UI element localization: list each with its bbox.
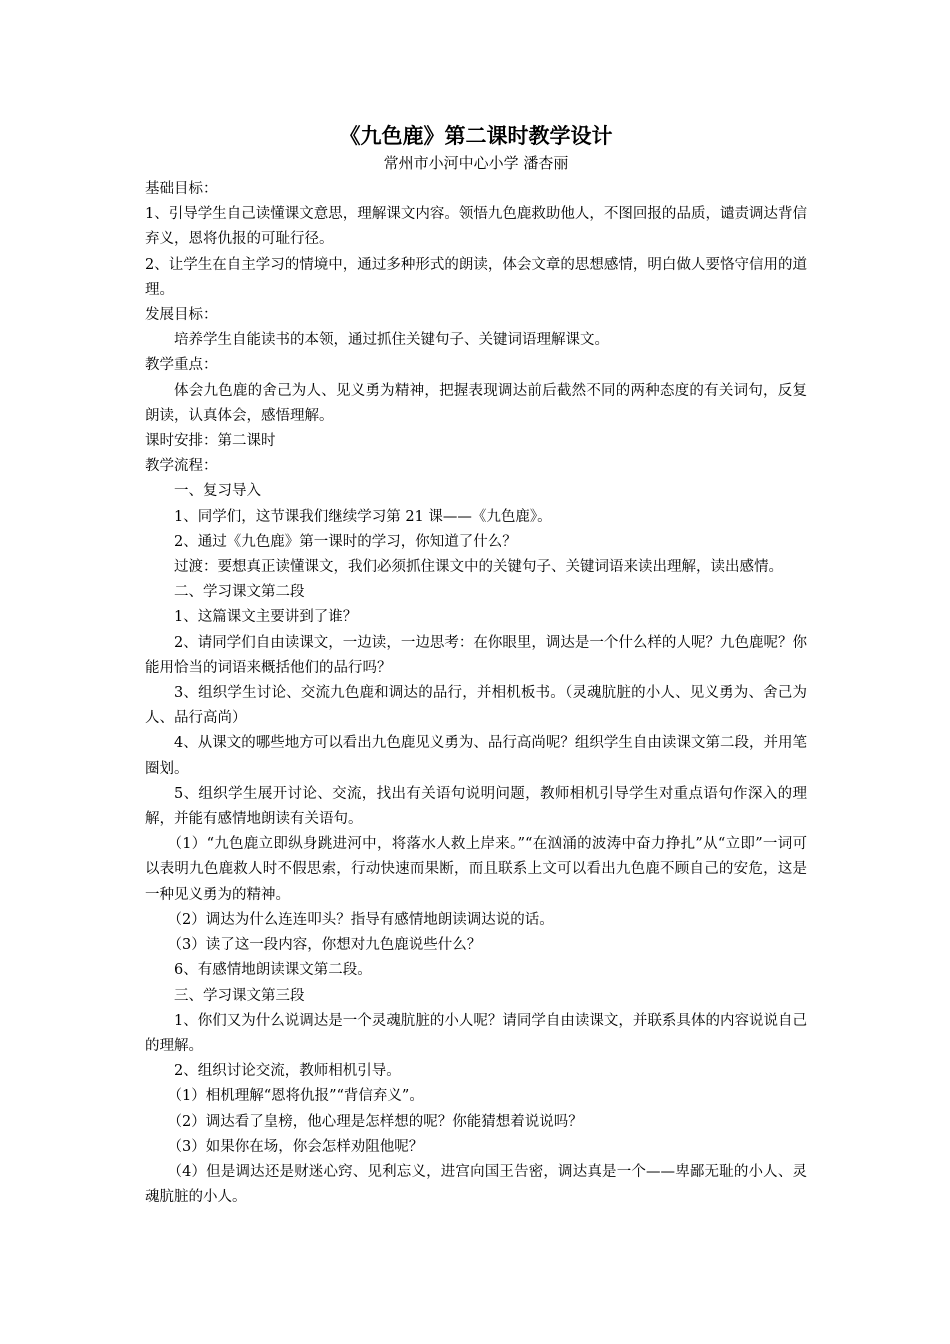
document-title: 《九色鹿》第二课时教学设计 [339, 123, 613, 148]
paragraph: 发展目标： [145, 307, 218, 324]
paragraph: 4、从课文的哪些地方可以看出九色鹿见义勇为、品行高尚呢？组织学生自由读课文第二段，并用笔圈划。 [145, 735, 807, 777]
paragraph: 1、引导学生自己读懂课文意思，理解课文内容。领悟九色鹿救助他人，不图回报的品质，谴责调达背信弃义，恩将仇报的可耻行径。 [145, 206, 807, 248]
paragraph: （4）但是调达还是财迷心窍、见利忘义，进宫向国王告密，调达真是一个——卑鄙无耻的小人、灵魂肮脏的小人。 [145, 1163, 807, 1206]
paragraph: 1、你们又为什么说调达是一个灵魂肮脏的小人呢？请同学自由读课文，并联系具体的内容说说自己的理解。 [145, 1012, 807, 1054]
paragraph: （1）“九色鹿立即纵身跳进河中，将落水人救上岸来。”“在汹涌的波涛中奋力挣扎”从“立即”一词可以表明九色鹿救人时不假思索，行动快速而果断，而且联系上文可以看出九色鹿不顾自己的安危，这是一种见义勇为的精神。 [145, 836, 807, 903]
paragraph: 基础目标： [145, 181, 218, 197]
paragraph: 三、学习课文第三段 [174, 987, 305, 1004]
paragraph: （3）读了这一段内容，你想对九色鹿说些什么？ [167, 937, 482, 954]
paragraph: 2、让学生在自主学习的情境中，通过多种形式的朗读，体会文章的思想感情，明白做人要恪守信用的道理。 [145, 256, 807, 298]
paragraph: （2）调达看了皇榜，他心理是怎样想的呢？你能猜想着说说吗？ [167, 1113, 583, 1130]
paragraph: 6、有感情地朗读课文第二段。 [174, 962, 372, 979]
paragraph: 2、组织讨论交流，教师相机引导。 [174, 1063, 401, 1080]
paragraph: 体会九色鹿的舍己为人、见义勇为精神，把握表现调达前后截然不同的两种态度的有关词句，反复朗读，认真体会，感悟理解。 [145, 382, 807, 424]
paragraph: 培养学生自能读书的本领，通过抓住关键句子、关键词语理解课文。 [174, 332, 609, 349]
paragraph: 1、这篇课文主要讲到了谁？ [174, 609, 358, 626]
paragraph: 一、复习导入 [174, 483, 261, 500]
paragraph: 1、同学们，这节课我们继续学习第 21 课——《九色鹿》。 [174, 508, 552, 525]
paragraph: 二、学习课文第二段 [174, 584, 305, 601]
document-body [145, 177, 807, 1210]
document-author: 常州市小河中心小学 潘杏丽 [383, 154, 569, 172]
paragraph: （1）相机理解“恩将仇报”“背信弃义”。 [167, 1088, 424, 1105]
paragraph: 过渡：要想真正读懂课文，我们必须抓住课文中的关键句子、关键词语来读出理解，读出感情。 [174, 559, 783, 576]
paragraph: 3、组织学生讨论、交流九色鹿和调达的品行，并相机板书。（灵魂肮脏的小人、见义勇为、舍己为人、品行高尚） [145, 685, 807, 727]
paragraph: 课时安排：第二课时 [145, 433, 276, 450]
paragraph: 2、通过《九色鹿》第一课时的学习，你知道了什么？ [174, 533, 517, 550]
paragraph: 教学流程： [145, 458, 218, 475]
paragraph: （2）调达为什么连连叩头？指导有感情地朗读调达说的话。 [167, 911, 554, 928]
paragraph: 教学重点： [145, 357, 218, 374]
paragraph: 2、请同学们自由读课文，一边读，一边思考：在你眼里，调达是一个什么样的人呢？九色鹿呢？你能用恰当的词语来概括他们的品行吗？ [145, 634, 807, 676]
paragraph: （3）如果你在场，你会怎样劝阻他呢？ [167, 1138, 424, 1155]
paragraph: 5、组织学生展开讨论、交流，找出有关语句说明问题，教师相机引导学生对重点语句作深入的理解，并能有感情地朗读有关语句。 [145, 785, 807, 828]
